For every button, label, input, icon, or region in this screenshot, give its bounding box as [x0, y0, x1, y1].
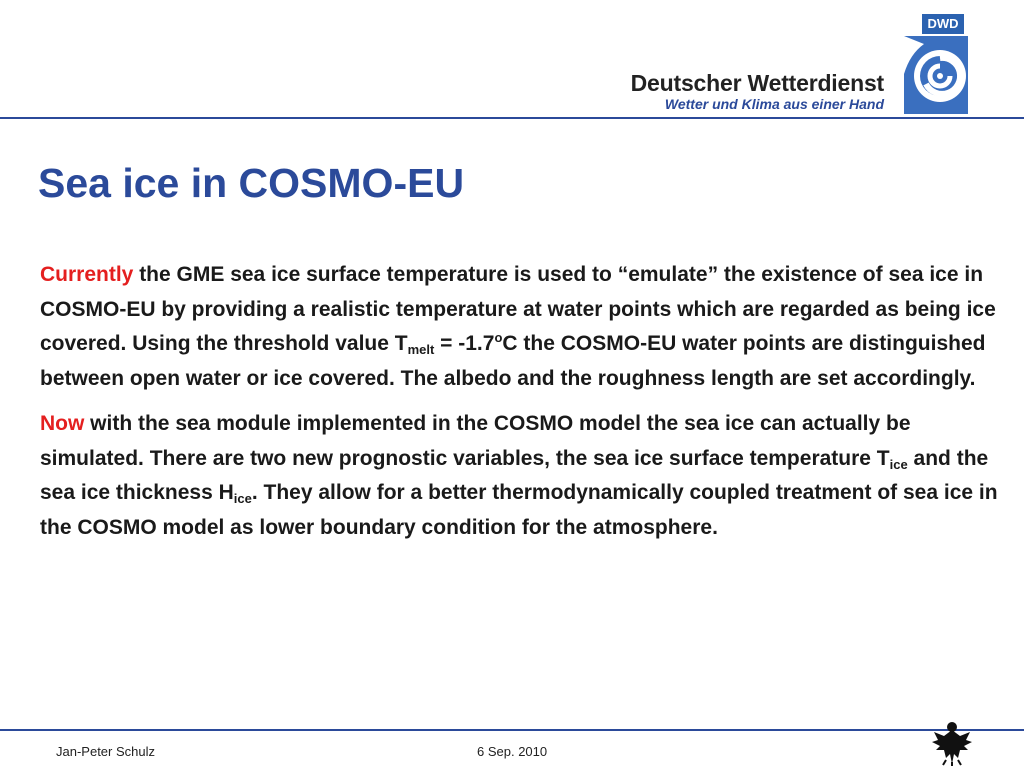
- paragraph-now: [40, 407, 1000, 545]
- paragraph-text: C the COSMO-EU water points are distinguished between open water or ice covered. The albedo and the roughness length are set accordingly.: [40, 332, 986, 390]
- paragraph-currently: [40, 258, 1000, 396]
- paragraph-text: . They allow for a better thermodynamically coupled treatment of sea ice in the COSMO model as lower boundary condition for the atmosphere.: [40, 481, 998, 539]
- paragraph-text: and the sea ice thickness H: [40, 446, 989, 504]
- logo-badge: DWD: [922, 14, 964, 34]
- superscript-degree: o: [494, 330, 503, 345]
- logo-name: Deutscher Wetterdienst: [630, 70, 884, 96]
- subscript-melt: melt: [407, 342, 435, 357]
- slide-body: [40, 258, 1000, 556]
- dwd-logo: [630, 14, 990, 110]
- federal-eagle-icon: [930, 718, 974, 766]
- header-divider: [0, 117, 1024, 119]
- paragraph-text: with the sea module implemented in the COSMO model the sea ice can actually be simulated. There are two new prognostic variables, the sea ice surface temperature T: [40, 412, 911, 470]
- page-title: Sea ice in COSMO-EU: [38, 160, 465, 206]
- subscript-ice: ice: [889, 456, 908, 472]
- paragraph-text: = -1.7: [434, 332, 495, 355]
- footer-author: Jan-Peter Schulz: [56, 744, 155, 759]
- subscript-ice: ice: [233, 491, 252, 506]
- lead-word-currently: Currently: [40, 263, 134, 286]
- lead-word-now: Now: [40, 412, 85, 435]
- footer-date: 6 Sep. 2010: [477, 744, 548, 759]
- logo-tagline: Wetter und Klima aus einer Hand: [664, 96, 884, 112]
- footer-divider: [0, 729, 1024, 731]
- paragraph-text: the GME sea ice surface temperature is used to “emulate” the existence of sea ice in COSMO-EU by providing a realistic temperature at water points which are regarded as being ice covered. Using the threshold value T: [40, 263, 996, 355]
